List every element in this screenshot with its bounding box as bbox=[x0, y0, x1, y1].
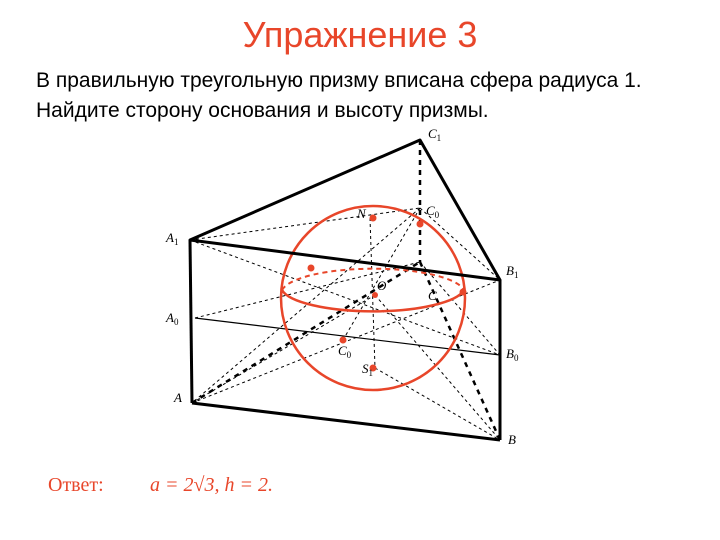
label-c: C bbox=[428, 288, 437, 303]
answer-formula: a = 2√3, h = 2. bbox=[150, 474, 273, 496]
problem-line-1: В правильную треугольную призму вписана сфера радиуса 1. bbox=[36, 69, 642, 92]
point-n bbox=[370, 215, 377, 222]
label-a0: $A_0$ bbox=[166, 310, 179, 327]
c0top-c0mid-line bbox=[343, 208, 420, 340]
label-c0-mid: $C_0$ bbox=[338, 343, 352, 360]
point-left bbox=[308, 265, 315, 272]
label-a1: $A_1$ bbox=[166, 230, 179, 247]
point-c0-top bbox=[417, 221, 424, 228]
o-b-line bbox=[375, 295, 500, 440]
label-c0-top: $C_0$ bbox=[426, 203, 440, 220]
page-title: Упражнение 3 bbox=[242, 14, 478, 55]
answer-label: Ответ: bbox=[48, 474, 104, 496]
label-c1: $C_1$ bbox=[428, 126, 442, 143]
label-b: B bbox=[508, 432, 516, 447]
visible-edges bbox=[190, 140, 500, 440]
label-a: A bbox=[174, 390, 182, 405]
a1-a-edge bbox=[190, 240, 192, 403]
construction-lines bbox=[190, 208, 500, 440]
label-b1: $B_1$ bbox=[506, 263, 519, 280]
s-b-line bbox=[375, 368, 500, 440]
label-b0: $B_0$ bbox=[506, 346, 519, 363]
point-right bbox=[460, 289, 467, 296]
a-b-edge bbox=[192, 403, 500, 440]
hidden-edges bbox=[192, 140, 500, 440]
problem-line-2: Найдите сторону основания и высоту призмы. bbox=[36, 99, 489, 122]
label-n: N bbox=[357, 206, 366, 221]
label-o: O bbox=[377, 278, 387, 293]
label-s: $S_1$ bbox=[362, 361, 373, 378]
